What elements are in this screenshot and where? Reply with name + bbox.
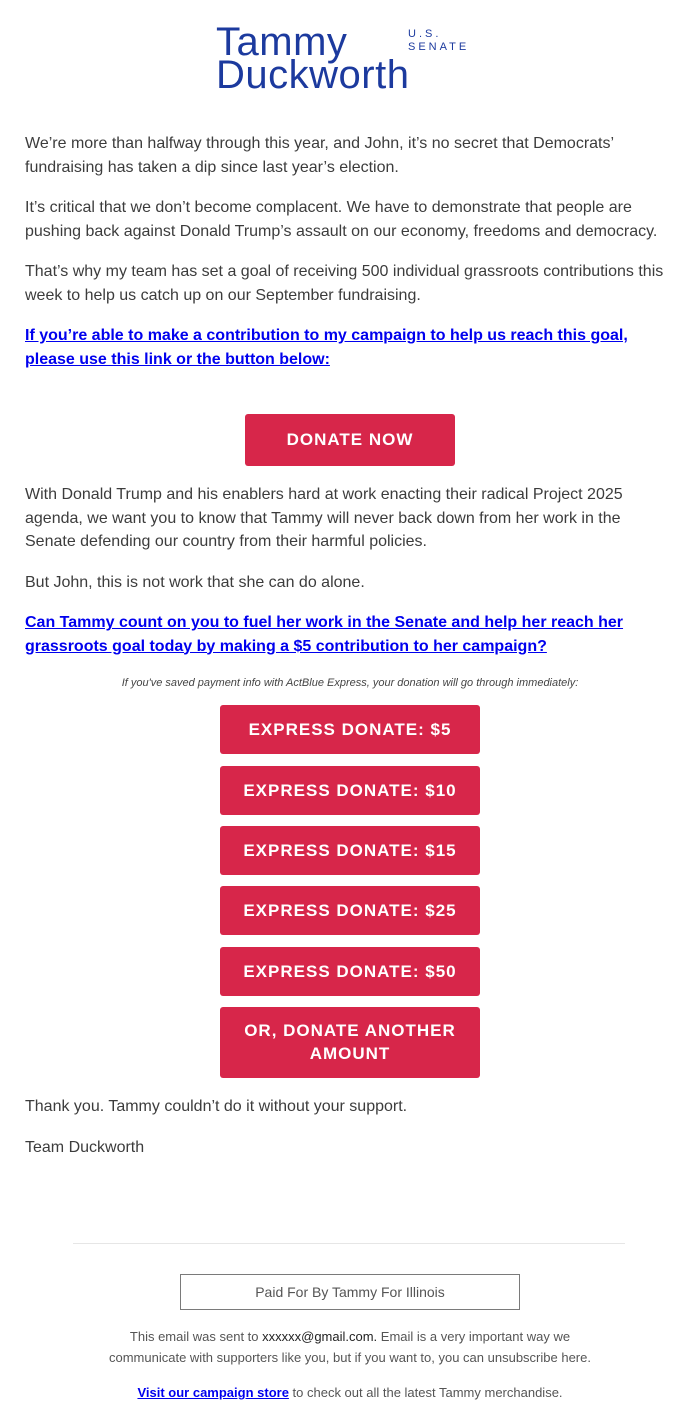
footer-divider: [73, 1243, 625, 1244]
express-donate-50-button[interactable]: EXPRESS DONATE: $50: [220, 947, 480, 996]
express-donate-5-button[interactable]: EXPRESS DONATE: $5: [220, 705, 480, 754]
express-note: If you've saved payment info with ActBlue Express, your donation will go through immediately:: [121, 677, 579, 689]
unsubscribe-line[interactable]: communicate with supporters like you, but if you want to, you can unsubscribe here.: [109, 1350, 591, 1365]
logo-last-name: Duckworth: [216, 53, 410, 97]
paragraph-1: We’re more than halfway through this year, and John, it’s no secret that Democrats’ fundraising has taken a dip since last year’s election.: [25, 135, 614, 176]
email-body: [25, 132, 675, 371]
campaign-logo: [0, 20, 700, 97]
paragraph-5: But John, this is not work that she can do alone.: [25, 573, 365, 591]
signature: Team Duckworth: [25, 1138, 145, 1156]
closing: [25, 1095, 675, 1159]
express-donate-25-button[interactable]: EXPRESS DONATE: $25: [220, 886, 480, 935]
paragraph-2: It’s critical that we don’t become complacent. We have to demonstrate that people are pushing back against Donald Trump’s assault on our economy, freedoms and democracy.: [25, 199, 658, 240]
express-donate-15-button[interactable]: EXPRESS DONATE: $15: [220, 826, 480, 875]
paragraph-4: With Donald Trump and his enablers hard at work enacting their radical Project 2025 agenda, we want you to know that Tammy will never back down from her work in the Senate defending our country from their harmful policies.: [25, 486, 623, 550]
another-line-2: AMOUNT: [309, 1044, 391, 1063]
contribution-link[interactable]: If you’re able to make a contribution to my campaign to help us reach this goal, please use this link or the button below:: [25, 327, 628, 368]
five-dollar-link[interactable]: Can Tammy count on you to fuel her work in the Senate and help her reach her grassroots goal today by making a $5 contribution to her campaign?: [25, 614, 624, 655]
store-suffix: to check out all the latest Tammy merchandise.: [288, 1385, 563, 1400]
five-dollar-link-paragraph: [25, 611, 675, 658]
footer-sent-to: [0, 1326, 700, 1368]
paragraph-3: That’s why my team has set a goal of receiving 500 individual grassroots contributions this week to help us catch up on our September fundraising.: [25, 263, 664, 304]
sent-to-suffix: Email is a very important way we: [377, 1329, 571, 1344]
footer-store: [0, 1382, 700, 1403]
donate-another-amount-button[interactable]: [220, 1007, 480, 1078]
contribution-link-paragraph: [25, 324, 675, 371]
sent-to-prefix: This email was sent to: [129, 1329, 263, 1344]
another-line-1: OR, DONATE ANOTHER: [244, 1021, 456, 1040]
logo-first-name: Tammy: [216, 20, 348, 64]
thanks-text: Thank you. Tammy couldn’t do it without your support.: [25, 1098, 408, 1115]
donate-now-button[interactable]: DONATE NOW: [245, 414, 455, 466]
recipient-email: xxxxxx@gmail.com.: [262, 1329, 378, 1344]
logo-senate: SENATE: [408, 41, 470, 53]
express-donate-10-button[interactable]: EXPRESS DONATE: $10: [220, 766, 480, 815]
logo-us: U.S.: [408, 28, 442, 40]
campaign-store-link[interactable]: Visit our campaign store: [137, 1385, 289, 1400]
paid-for-disclaimer: Paid For By Tammy For Illinois: [180, 1274, 520, 1310]
email-body-2: [25, 483, 675, 658]
